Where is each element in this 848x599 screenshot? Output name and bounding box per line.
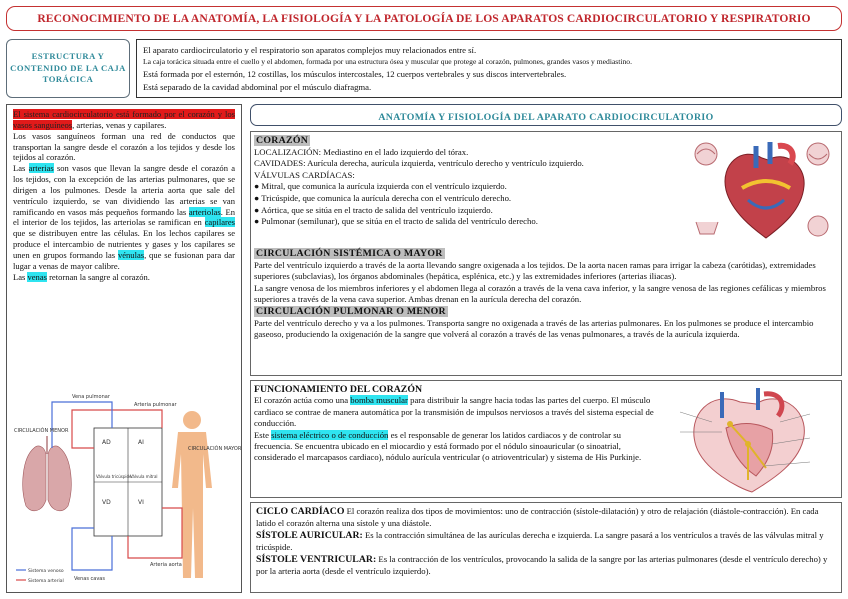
section-title: ANATOMÍA Y FISIOLOGÍA DEL APARATO CARDIOCIRCULATORIO: [378, 112, 714, 123]
vessels-p4: [13, 272, 235, 283]
label-vi: VI: [138, 499, 144, 506]
circ-mayor-p1: Parte del ventrículo izquierdo a través de la aorta llevando sangre oxigenada a los tejidos. De la aorta nacen ramas para irrigar la cabeza (carótidas), extremidades superiores (subclavias), los órganos abdominales (hepática, esplénica, etc.) y las extremidades inferiores (arterias iliacas).: [254, 259, 816, 282]
intro-line: La caja torácica situada entre el cuello y el abdomen, formada por una estructura ósea y muscular que protege al corazón, pulmones, grandes vasos y mediastino.: [143, 57, 632, 67]
circulacion-mayor-block: [254, 248, 839, 341]
corazon-line: LOCALIZACIÓN: Mediastino en el lado izquierdo del tórax.: [254, 146, 469, 157]
label-aorta: Arteria aorta: [150, 562, 182, 568]
corazon-title: CORAZÓN: [256, 135, 309, 146]
circulation-diagram: [12, 388, 242, 588]
text: . En el interior de los tejidos, las arteriolas se ramifican en: [13, 206, 235, 228]
label-arteria-pulmonar: Arteria pulmonar: [134, 402, 177, 408]
label-ai: AI: [138, 439, 144, 446]
structure-intro: [136, 39, 842, 98]
intro-line: Está formada por el esternón, 12 costillas, los músculos intercostales, 12 cuerpos vertebrales y sus discos intervertebrales.: [143, 69, 567, 80]
highlight-sistema: sistema eléctrico o de conducción: [271, 429, 389, 440]
text: , que se fusionan para dar lugar a venas de mayor calibre.: [13, 249, 235, 271]
intro-line: Está separado de la cavidad abdominal por el músculo diafragma.: [143, 81, 372, 92]
corazon-line: ● Aórtica, que se sitúa en el tracto de salida del ventrículo izquierdo.: [254, 204, 493, 215]
text: Es la contracción simultánea de las aurículas derecha e izquierda. La sangre pasará a los ventrículos a través de las válvulas mitral y tricúspide.: [256, 529, 824, 552]
text: es el responsable de generar los latidos cardiacos y de controlar su frecuencia. Se encuentra ubicado en el miocardio y está formado por el nódulo sinoauricular (o sinoatrial, considerado el marcapasos cardiaco), nódulo aurícula ventricular (o atrioventricular) y sistema de His Purkinje.: [254, 429, 642, 463]
valve-icon: [807, 143, 829, 165]
heart-valves-illustration: [686, 134, 838, 246]
highlight-venas: venas: [27, 271, 47, 282]
corazon-line: ● Tricúspide, que comunica la aurícula derecha con el ventrículo derecho.: [254, 192, 512, 203]
corazon-block: [254, 135, 684, 228]
ciclo-p2: [256, 530, 836, 554]
funcionamiento-block: [254, 384, 654, 464]
valve-icon: [695, 143, 717, 165]
ciclo-p3: [256, 554, 836, 578]
sistole-ventricular-title: SÍSTOLE VENTRICULAR:: [256, 553, 377, 565]
circ-mayor-title: CIRCULACIÓN SISTÉMICA O MAYOR: [256, 248, 443, 259]
section-title-box: [250, 104, 842, 126]
label-ad: AD: [102, 439, 111, 446]
circ-menor-p1: Parte del ventrículo derecho y va a los pulmones. Transporta sangre no oxigenada a través de las arterias pulmonares. En los pulmones se produce el intercambio gaseoso, produciendo la oxigenación de la sangre que volverá al corazón a través de las venas pulmonares, a través de la aurícula izquierda.: [254, 317, 814, 340]
conduction-heart-illustration: [660, 384, 838, 494]
legend-arterial: Sistema arterial: [28, 579, 64, 584]
text: Las: [13, 271, 28, 282]
highlight-arterias: arterias: [28, 163, 54, 174]
label-tricuspide: Válvula tricúspide: [96, 474, 132, 479]
circ-mayor-p2: La sangre venosa de los miembros inferiores y el abdomen llega al corazón a través de la vena cava inferior, y la sangre venosa de las regiones cefálicas y miembros superiores a través de la vena cava superior. Ambas drenan en la aurícula derecha del corazón.: [254, 282, 826, 305]
text: Es la contracción de los ventrículos, provocando la salida de la sangre por las arterias pulmonares (desde el ventrículo derecho) y por la arteria aorta (desde el ventrículo izquierdo).: [256, 553, 828, 576]
text: Las: [13, 163, 29, 174]
corazon-line: ● Mitral, que comunica la aurícula izquierda con el ventrículo izquierdo.: [254, 181, 507, 192]
structure-title-box: [6, 39, 130, 98]
vessels-p3: [13, 163, 235, 271]
label-vd: VD: [102, 499, 111, 506]
structure-title: ESTRUCTURA Y CONTENIDO DE LA CAJA TORÁCICA: [10, 51, 126, 85]
vessels-p1: [13, 109, 235, 131]
corazon-line: CAVIDADES: Aurícula derecha, aurícula izquierda, ventrículo derecho y ventrículo izquierdo.: [254, 158, 584, 169]
text: que se distribuyen entre las células. En los lechos capilares se produce el intercambio de nutrientes y gases y los capilares se unen en grupos formando las: [13, 228, 235, 260]
highlight-capilares: capilares: [204, 217, 235, 228]
cycle-section: [250, 502, 842, 593]
text: El corazón actúa como una: [254, 395, 351, 406]
corazon-line: VÁLVULAS CARDÍACAS:: [254, 169, 355, 180]
highlight-system: El sistema cardiocirculatorio está formado por el corazón y los vasos sanguíneos: [13, 109, 235, 130]
label-mitral: Válvula mitral: [130, 474, 158, 479]
highlight-venulas: vénulas: [117, 249, 145, 260]
circ-menor-title: CIRCULACIÓN PULMONAR O MENOR: [256, 305, 446, 317]
page-title: RECONOCIMIENTO DE LA ANATOMÍA, LA FISIOLOGÍA Y LA PATOLOGÍA DE LOS APARATOS CARDIOCIRCULATORIO Y RESPIRATORIO: [37, 12, 811, 25]
text: para distribuir la sangre hacia todas las partes del cuerpo. El músculo cardiaco se contrae de manera automática por la transmisión de impulsos nerviosos a través del sistema especial de conducción.: [254, 395, 654, 429]
text: , arterias, venas y capilares.: [72, 119, 167, 130]
legend-venoso: Sistema venoso: [28, 569, 64, 574]
text: El corazón realiza dos tipos de movimientos: uno de contracción (sístole-dilatación) y otro de relajación (diástole-contracción). En cada latido el corazón alterna una sístole y una diástole.: [256, 506, 819, 528]
page-title-box: [6, 6, 842, 31]
text: son vasos que llevan la sangre desde el corazón a los tejidos, con la excepción de las arterias pulmonares, que se dirigen a los pulmones. Desde la arteria aorta que sale del ventrículo izquierdo, se van dividiendo las arterias se van ramificando en vasos más pequeños formando las: [13, 163, 236, 217]
text: retornan la sangre al corazón.: [46, 271, 150, 282]
text: Este: [254, 429, 272, 440]
label-circ-mayor: CIRCULACIÓN MAYOR: [188, 446, 242, 452]
ciclo-title: CICLO CARDÍACO: [256, 506, 345, 517]
funcionamiento-title: FUNCIONAMIENTO DEL CORAZÓN: [254, 384, 423, 395]
label-circ-menor: CIRCULACIÓN MENOR: [14, 428, 69, 434]
valve-icon: [808, 216, 828, 236]
ciclo-p1: [256, 506, 836, 530]
sistole-auricular-title: SÍSTOLE AURICULAR:: [256, 529, 363, 541]
corazon-line: ● Pulmonar (semilunar), que se sitúa en el tracto de salida del ventrículo derecho.: [254, 216, 538, 227]
label-venas-cavas: Venas cavas: [74, 576, 105, 582]
funcionamiento-text-2: [254, 430, 654, 464]
valve-icon: [696, 222, 718, 234]
funcionamiento-text: [254, 395, 654, 429]
highlight-bomba: bomba muscular: [350, 395, 408, 406]
vessels-p2: Los vasos sanguíneos forman una red de conductos que transportan la sangre desde el corazón a los tejidos y desde los tejidos al corazón.: [13, 130, 235, 163]
label-vena-pulmonar: Vena pulmonar: [72, 394, 110, 400]
intro-line: El aparato cardiocirculatorio y el respiratorio son aparatos complejos muy relacionados entre sí.: [143, 45, 477, 55]
highlight-arteriolas: arteriolas: [188, 206, 221, 217]
